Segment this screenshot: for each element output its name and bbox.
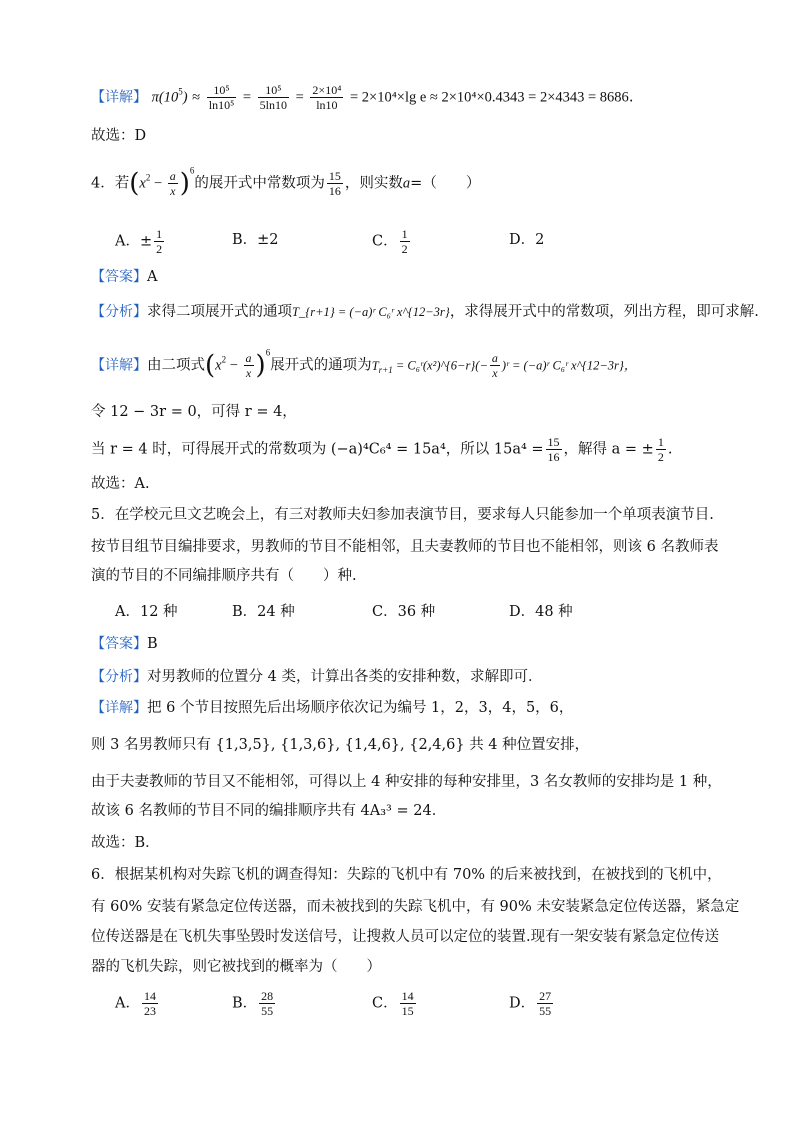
q5-option-b[interactable]: B．24 种 (232, 604, 295, 620)
q5-stem-line-3: 演的节目的不同编排顺序共有（ ）种. (91, 568, 357, 584)
q6-stem-line-4: 器的飞机失踪，则它被找到的概率为（ ） (91, 959, 381, 975)
q4-option-a[interactable]: A．± $\frac{1}{2}$ (115, 227, 163, 256)
fraction: $\frac{\text{10⁵}}{\text{ln10⁵}}$ (208, 83, 235, 112)
prev-choice: 故选：D (91, 128, 147, 144)
q6-option-c[interactable]: C． $\frac{14}{15}$ (372, 989, 414, 1018)
q5-detail-line-3: 由于夫妻教师的节目又不能相邻，可得以上 4 种安排的每种安排里，3 名女教师的安排均是 1 种， (91, 774, 722, 790)
q5-option-a[interactable]: A．12 种 (115, 604, 178, 620)
prev-detail-line: 【详解】 $\pi(10^5)$ ≈ $\frac{\text{10⁵}}{\text{ln10⁵}}$ = $\frac{\text{10⁵}}{5\ln 10}$ = $\frac{\text{2×10⁴}}{\ln 10}$ = 2×10⁴×lg e ≈ 2×10⁴×0.4343 = 2×4343 = 8686. (91, 83, 634, 112)
q5-detail-line-4: 故该 6 名教师的节目不同的编排顺序共有 4A₃³ = 24． (91, 803, 447, 819)
q4-choice: 故选：A. (91, 476, 150, 492)
q5-answer: 【答案】B (91, 636, 158, 652)
q5-detail-line-2: 则 3 名男教师只有 {1,3,5}, {1,3,6}, {1,4,6}, {2,4,6} 共 4 种位置安排， (91, 737, 590, 753)
q4-detail-when: 当 r = 4 时，可得展开式的常数项为 (−a)⁴C₆⁴ = 15a⁴，所以 15a⁴ = $\frac{15}{16}$ ，解得 a = ± $\frac{1}{2}$ . (91, 435, 673, 464)
q6-stem-line-2: 有 60% 安装有紧急定位传送器，而未被找到的失踪飞机中，有 90% 未安装紧急定位传送器，紧急定 (91, 899, 740, 915)
q6-option-b[interactable]: B． $\frac{28}{55}$ (232, 989, 274, 1018)
fraction: $\frac{\text{2×10⁴}}{\ln 10}$ (312, 83, 342, 112)
q5-detail-line-1: 【详解】把 6 个节目按照先后出场顺序依次记为编号 1，2，3，4，5，6， (91, 700, 574, 716)
detail-tag: 【详解】 (91, 89, 147, 106)
q5-stem-line-2: 按节目组节目编排要求，男教师的节目不能相邻，且夫妻教师的节目也不能相邻，则该 6 名教师表 (91, 539, 719, 555)
q6-stem-line-1: 6．根据某机构对失踪飞机的调查得知：失踪的飞机中有 70% 的后来被找到，在被找到的飞机中， (91, 867, 722, 883)
fraction: $\frac{\text{10⁵}}{5\ln 10}$ (259, 83, 288, 112)
q4-analysis: 【分析】求得二项展开式的通项T_{r+1} = (−a)ʳ C₆ʳ x^{12−3r}，求得展开式中的常数项，列出方程，即可求解. (91, 304, 759, 320)
pi-function: π(10 (151, 89, 179, 106)
q4-detail-let: 令 12 − 3r = 0，可得 r = 4， (91, 404, 297, 420)
q5-stem-line-1: 5．在学校元旦文艺晚会上，有三对教师夫妇参加表演节目，要求每人只能参加一个单项表演节目. (91, 507, 714, 523)
q4-detail: 【详解】由二项式($x^2$ − $\frac{a}{x}$ )$^6$展开式的通项为$T_{r+1}$ = C₆ʳ(x²)^{6−r}(− $\frac{a}{x}$ )ʳ = (−a)ʳ C₆ʳ x^{12−3r}， (91, 347, 637, 381)
formula-result: = 2×10⁴×lg e ≈ 2×10⁴×0.4343 = 2×4343 = 8686 (349, 89, 629, 106)
q4-option-c[interactable]: C． $\frac{1}{2}$ (372, 227, 408, 256)
q6-stem-line-3: 位传送器是在飞机失事坠毁时发送信号，让搜救人员可以定位的装置.现有一架安装有紧急定位传送 (91, 929, 720, 945)
q6-option-d[interactable]: D． $\frac{27}{55}$ (509, 989, 552, 1018)
q5-option-c[interactable]: C．36 种 (372, 604, 436, 620)
q6-option-a[interactable]: A． $\frac{14}{23}$ (115, 989, 156, 1018)
q4-answer: 【答案】A (91, 269, 158, 285)
q5-analysis: 【分析】对男教师的位置分 4 类，计算出各类的安排种数，求解即可． (91, 669, 543, 685)
q4-stem: 4．若($x^2$ − $\frac{a}{x}$ )$^6$的展开式中常数项为 $\frac{15}{16}$ ，则实数a=（ ） (91, 165, 481, 199)
q5-option-d[interactable]: D．48 种 (509, 604, 573, 620)
q4-option-b[interactable]: B．±2 (232, 232, 279, 248)
q4-option-d[interactable]: D．2 (509, 232, 545, 248)
q5-choice: 故选：B． (91, 835, 160, 851)
